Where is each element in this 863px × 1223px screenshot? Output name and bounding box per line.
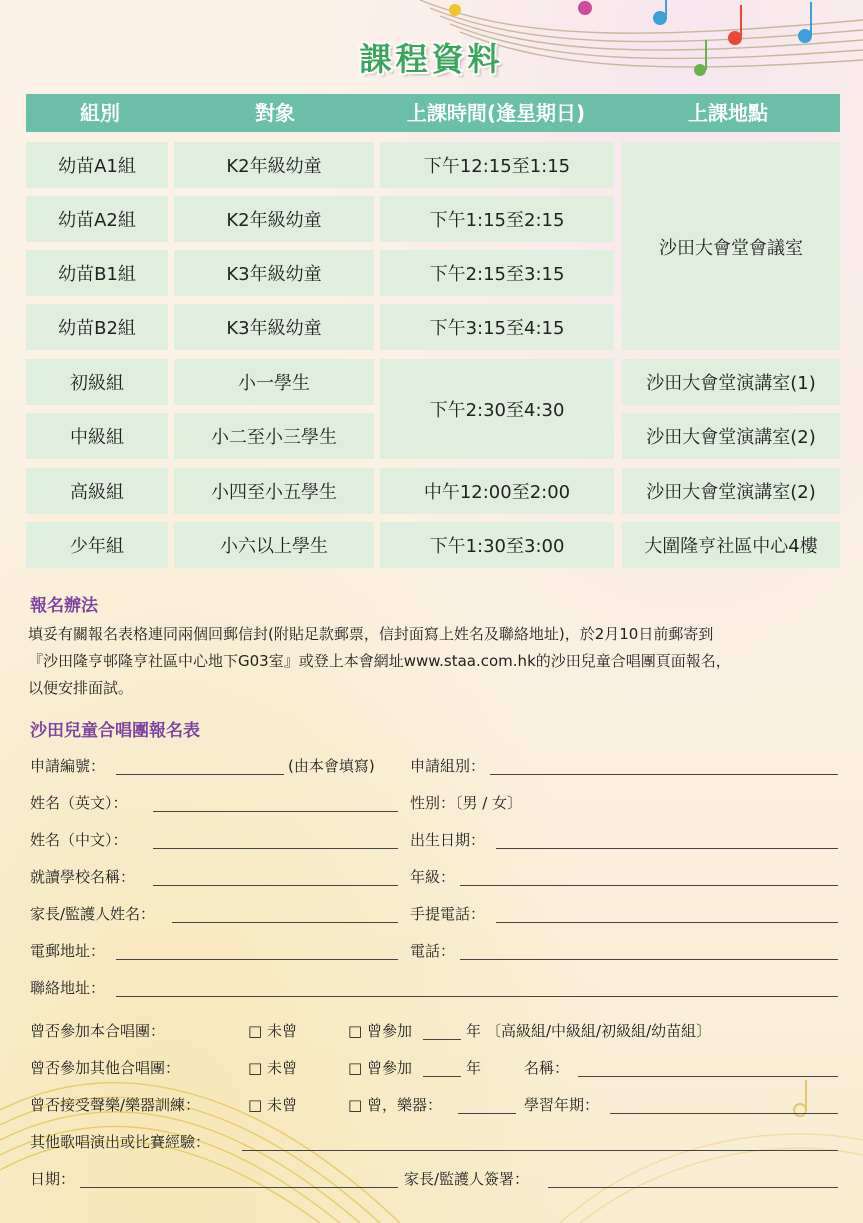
registration-line-2: 『沙田隆亨邨隆亨社區中心地下G03室』或登上本會網址www.staa.com.hk的沙田兒童合唱團頁面報名， bbox=[28, 652, 731, 670]
q-this-choir-groups: 〔高級組/中級組/初級組/幼苗組〕 bbox=[486, 1022, 712, 1040]
address-label: 聯絡地址： bbox=[30, 979, 106, 997]
q-this-choir-label: 曾否參加本合唱團： bbox=[30, 1022, 166, 1040]
date-of-birth-label: 出生日期： bbox=[410, 831, 486, 849]
phone-field[interactable] bbox=[460, 959, 838, 960]
group-cell: 幼苗B2組 bbox=[26, 304, 168, 350]
time-cell: 下午12:15至1:15 bbox=[380, 142, 614, 188]
time-cell: 下午3:15至4:15 bbox=[380, 304, 614, 350]
header-target: 對象 bbox=[255, 101, 295, 125]
chinese-name-label: 姓名（中文）： bbox=[30, 831, 128, 849]
date-field[interactable] bbox=[80, 1187, 398, 1188]
q-other-choir-joined-checkbox[interactable]: □ 曾參加 bbox=[348, 1059, 412, 1077]
choir-name-label: 名稱： bbox=[524, 1059, 570, 1077]
group-cell: 少年組 bbox=[26, 522, 168, 568]
q-this-choir-never-checkbox[interactable]: □ 未曾 bbox=[248, 1022, 297, 1040]
target-cell: 小一學生 bbox=[174, 359, 374, 405]
experience-label: 其他歌唱演出或比賽經驗： bbox=[30, 1133, 211, 1151]
target-cell: 小四至小五學生 bbox=[174, 468, 374, 514]
q-this-choir-joined-checkbox[interactable]: □ 曾參加 bbox=[348, 1022, 412, 1040]
q-this-choir-year-field[interactable] bbox=[423, 1039, 461, 1040]
q-training-label: 曾否接受聲樂/樂器訓練： bbox=[30, 1096, 201, 1114]
header-time: 上課時間(逢星期日) bbox=[406, 101, 586, 125]
time-cell: 下午2:15至3:15 bbox=[380, 250, 614, 296]
group-cell: 幼苗A1組 bbox=[26, 142, 168, 188]
english-name-label: 姓名（英文）： bbox=[30, 794, 128, 812]
group-cell: 中級組 bbox=[26, 413, 168, 459]
venue-cell: 沙田大會堂演講室(2) bbox=[622, 468, 840, 514]
venue-cell: 沙田大會堂演講室(1) bbox=[622, 359, 840, 405]
application-number-field[interactable] bbox=[116, 774, 284, 775]
group-cell: 初級組 bbox=[26, 359, 168, 405]
phone-label: 電話： bbox=[410, 942, 456, 960]
time-cell: 中午12:00至2:00 bbox=[380, 468, 614, 514]
year-label: 年 bbox=[466, 1022, 482, 1040]
signature-field[interactable] bbox=[548, 1187, 838, 1188]
group-cell: 幼苗A2組 bbox=[26, 196, 168, 242]
venue-cell: 沙田大會堂演講室(2) bbox=[622, 413, 840, 459]
signature-label: 家長/監護人簽署： bbox=[404, 1170, 530, 1188]
guardian-name-field[interactable] bbox=[172, 922, 398, 923]
header-venue: 上課地點 bbox=[688, 101, 768, 125]
application-group-label: 申請組別： bbox=[410, 757, 486, 775]
application-number-label: 申請編號： bbox=[30, 757, 106, 775]
venue-cell: 大圍隆亨社區中心4樓 bbox=[622, 522, 840, 568]
registration-line-3: 以便安排面試。 bbox=[28, 679, 134, 697]
q-other-choir-never-checkbox[interactable]: □ 未曾 bbox=[248, 1059, 297, 1077]
years-learning-label: 學習年期： bbox=[524, 1096, 600, 1114]
address-field[interactable] bbox=[116, 996, 838, 997]
target-cell: K2年級幼童 bbox=[174, 142, 374, 188]
chinese-name-field[interactable] bbox=[153, 848, 398, 849]
mobile-label: 手提電話： bbox=[410, 905, 486, 923]
target-cell: 小六以上學生 bbox=[174, 522, 374, 568]
q-other-choir-label: 曾否參加其他合唱團： bbox=[30, 1059, 181, 1077]
school-field[interactable] bbox=[153, 885, 398, 886]
q-training-never-checkbox[interactable]: □ 未曾 bbox=[248, 1096, 297, 1114]
mobile-field[interactable] bbox=[496, 922, 838, 923]
choir-name-field[interactable] bbox=[578, 1076, 838, 1077]
year-label: 年 bbox=[466, 1059, 482, 1077]
header-group: 組別 bbox=[80, 101, 120, 125]
group-cell: 幼苗B1組 bbox=[26, 250, 168, 296]
q-other-choir-year-field[interactable] bbox=[423, 1076, 461, 1077]
time-cell: 下午1:30至3:00 bbox=[380, 522, 614, 568]
experience-field[interactable] bbox=[242, 1150, 838, 1151]
q-training-yes-checkbox[interactable]: □ 曾，樂器： bbox=[348, 1096, 442, 1114]
english-name-field[interactable] bbox=[153, 811, 398, 812]
target-cell: K3年級幼童 bbox=[174, 250, 374, 296]
time-cell: 下午2:30至4:30 bbox=[380, 359, 614, 459]
grade-field[interactable] bbox=[460, 885, 838, 886]
years-learning-field[interactable] bbox=[610, 1113, 838, 1114]
school-label: 就讀學校名稱： bbox=[30, 868, 136, 886]
email-label: 電郵地址： bbox=[30, 942, 106, 960]
registration-heading: 報名辦法 bbox=[30, 596, 98, 616]
application-number-note: (由本會填寫) bbox=[288, 757, 375, 775]
gender-label[interactable]: 性別：〔男 / 女〕 bbox=[410, 794, 523, 812]
target-cell: 小二至小三學生 bbox=[174, 413, 374, 459]
date-label: 日期： bbox=[30, 1170, 76, 1188]
venue-cell: 沙田大會堂會議室 bbox=[622, 142, 840, 350]
instrument-field[interactable] bbox=[458, 1113, 516, 1114]
grade-label: 年級： bbox=[410, 868, 456, 886]
time-cell: 下午1:15至2:15 bbox=[380, 196, 614, 242]
group-cell: 高級組 bbox=[26, 468, 168, 514]
application-group-field[interactable] bbox=[490, 774, 838, 775]
form-heading: 沙田兒童合唱團報名表 bbox=[30, 721, 200, 741]
registration-line-1: 填妥有關報名表格連同兩個回郵信封(附貼足款郵票，信封面寫上姓名及聯絡地址)，於2月10日前郵寄到 bbox=[28, 625, 714, 643]
guardian-name-label: 家長/監護人姓名： bbox=[30, 905, 156, 923]
target-cell: K3年級幼童 bbox=[174, 304, 374, 350]
page-title: 課程資料 bbox=[359, 40, 504, 78]
target-cell: K2年級幼童 bbox=[174, 196, 374, 242]
registration-text bbox=[28, 621, 843, 702]
email-field[interactable] bbox=[116, 959, 398, 960]
date-of-birth-field[interactable] bbox=[496, 848, 838, 849]
